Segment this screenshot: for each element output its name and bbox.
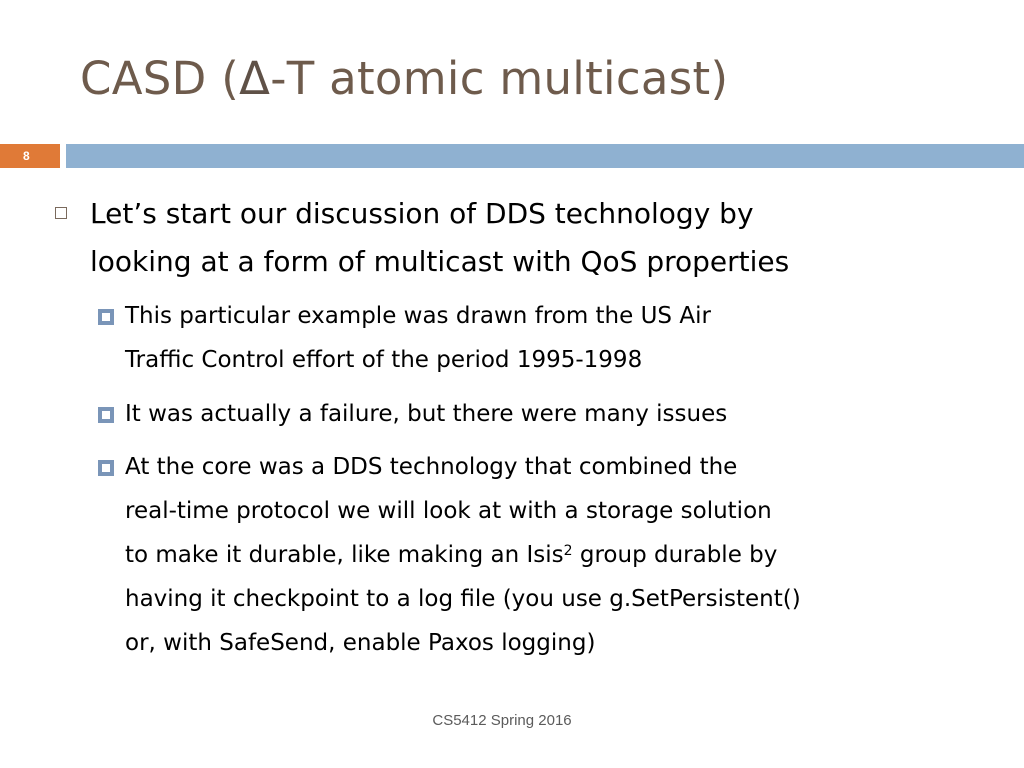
- square-bullet-inner: [102, 313, 110, 321]
- title-accent-bar: [66, 144, 1024, 168]
- bullet-line: or, with SafeSend, enable Paxos logging): [125, 630, 596, 656]
- bullet-line: [125, 533, 1005, 577]
- square-bullet-inner: [102, 464, 110, 472]
- square-bullet-inner: [102, 411, 110, 419]
- bullet-line: This particular example was drawn from the US Air: [125, 303, 711, 329]
- bullet-level2-text: [125, 445, 1005, 665]
- slide-title-suffix: -T atomic multicast): [270, 52, 729, 105]
- bullet-level1-text: [90, 190, 950, 286]
- hollow-square-icon: [55, 207, 67, 219]
- bullet-level2-text: [125, 392, 1005, 436]
- bullet-line: real-time protocol we will look at with a storage solution: [125, 498, 772, 524]
- slide-number-badge: 8: [0, 144, 60, 168]
- slide-title-prefix: CASD (: [80, 52, 240, 105]
- bullet-line: looking at a form of multicast with QoS properties: [90, 245, 790, 278]
- bullet-line: At the core was a DDS technology that combined the: [125, 454, 738, 480]
- square-bullet-icon: [98, 309, 114, 325]
- bullet-line: Let’s start our discussion of DDS technology by: [90, 197, 754, 230]
- line-text: to make it durable, like making an Isis: [125, 542, 564, 568]
- square-bullet-icon: [98, 460, 114, 476]
- superscript: 2: [563, 543, 573, 559]
- slide-footer: CS5412 Spring 2016: [432, 712, 572, 729]
- bullet-level2-text: [125, 294, 1005, 382]
- bullet-line: having it checkpoint to a log file (you use g.SetPersistent(): [125, 586, 801, 612]
- slide-title: [80, 52, 728, 105]
- square-bullet-icon: [98, 407, 114, 423]
- line-text: group durable by: [572, 542, 778, 568]
- bullet-line: Traffic Control effort of the period 1995-1998: [125, 347, 643, 373]
- bullet-line: It was actually a failure, but there were many issues: [125, 401, 728, 427]
- delta-symbol: Δ: [239, 52, 271, 105]
